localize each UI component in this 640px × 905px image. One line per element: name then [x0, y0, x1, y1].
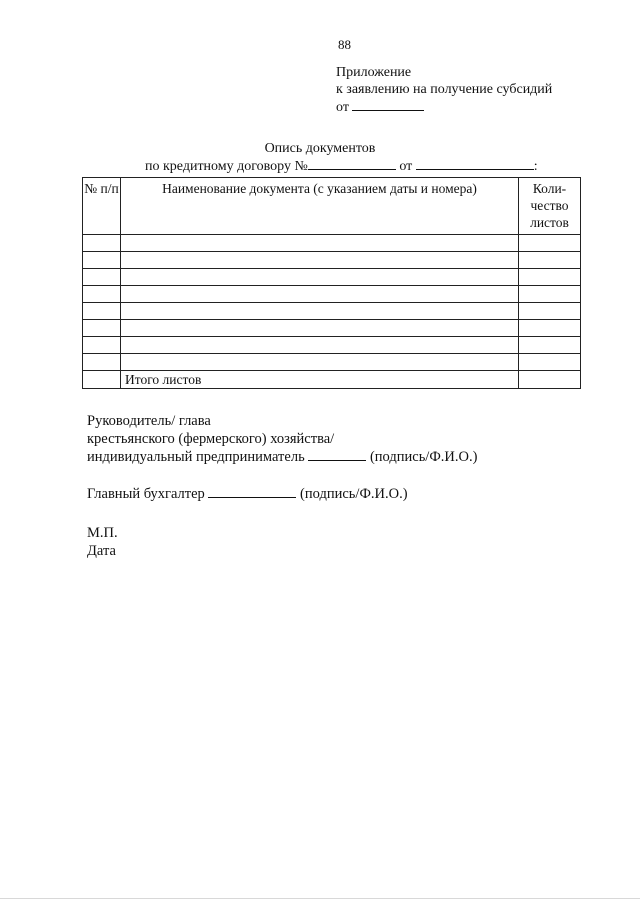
accountant-signature-line — [87, 485, 477, 503]
cell-qty — [519, 303, 581, 320]
cell-num — [83, 354, 121, 371]
table-row — [83, 303, 581, 320]
subtitle-colon: : — [533, 159, 538, 174]
cell-qty — [519, 252, 581, 269]
cell-num — [83, 337, 121, 354]
header-qty: Коли-чество листов — [519, 178, 581, 235]
appendix-date-label: от — [336, 100, 349, 115]
cell-num — [83, 303, 121, 320]
cell-num — [83, 371, 121, 389]
cell-name — [121, 269, 519, 286]
cell-num — [83, 320, 121, 337]
accountant-signature-hint: (подпись/Ф.И.О.) — [300, 486, 408, 502]
head-signature-blank — [308, 448, 366, 461]
documents-table — [82, 177, 581, 389]
table-row — [83, 235, 581, 252]
total-label: Итого листов — [121, 371, 519, 389]
cell-num — [83, 269, 121, 286]
cell-name — [121, 337, 519, 354]
contract-date-label: от — [399, 159, 413, 174]
page-number: 88 — [338, 37, 351, 52]
cell-name — [121, 235, 519, 252]
total-qty — [519, 371, 581, 389]
cell-num — [83, 252, 121, 269]
head-title-line3: индивидуальный предприниматель — [87, 449, 305, 465]
cell-name — [121, 320, 519, 337]
head-signature-hint: (подпись/Ф.И.О.) — [369, 449, 478, 465]
head-title-line2: крестьянского (фермерского) хозяйства/ — [87, 431, 335, 447]
contract-number-blank — [308, 157, 396, 170]
appendix-date-blank — [352, 98, 424, 111]
table-row — [83, 337, 581, 354]
cell-qty — [519, 235, 581, 252]
head-signature-line — [87, 448, 477, 466]
header-num: № п/п — [83, 178, 121, 235]
cell-qty — [519, 354, 581, 371]
accountant-label: Главный бухгалтер — [87, 486, 205, 502]
appendix-title: Приложение — [336, 65, 412, 80]
cell-qty — [519, 286, 581, 303]
signatures-block — [87, 412, 477, 560]
contract-date-blank — [416, 157, 534, 170]
cell-name — [121, 252, 519, 269]
contract-label: по кредитному договору № — [145, 159, 308, 174]
header-name: Наименование документа (с указанием даты и номера) — [121, 178, 519, 235]
table-row — [83, 269, 581, 286]
date-label: Дата — [87, 543, 116, 559]
seal-label: М.П. — [87, 525, 118, 541]
table-row — [83, 354, 581, 371]
accountant-signature-blank — [208, 485, 296, 498]
table-row — [83, 252, 581, 269]
cell-qty — [519, 320, 581, 337]
table-row — [83, 320, 581, 337]
scan-edge-line — [0, 898, 640, 899]
cell-num — [83, 286, 121, 303]
document-subtitle — [145, 157, 538, 176]
table-header-row — [83, 178, 581, 235]
document-title: Опись документов — [264, 141, 376, 156]
head-title-line1: Руководитель/ глава — [87, 413, 211, 429]
appendix-date-line — [336, 98, 552, 116]
appendix-block — [336, 64, 552, 116]
cell-name — [121, 303, 519, 320]
appendix-subtitle: к заявлению на получение субсидий — [336, 82, 553, 97]
table-total-row — [83, 371, 581, 389]
cell-num — [83, 235, 121, 252]
table-row — [83, 286, 581, 303]
cell-qty — [519, 337, 581, 354]
cell-name — [121, 354, 519, 371]
cell-name — [121, 286, 519, 303]
cell-qty — [519, 269, 581, 286]
